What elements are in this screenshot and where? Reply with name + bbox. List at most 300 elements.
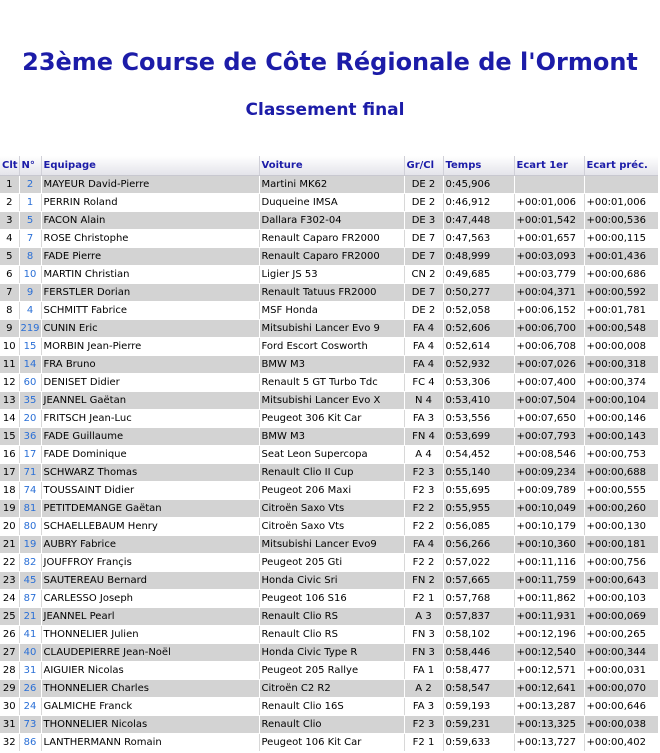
cell-ecart-premier: +00:09,234 [514,464,584,482]
cell-equipage: ROSE Christophe [41,230,259,248]
cell-number[interactable]: 73 [19,716,41,734]
cell-ecart-premier: +00:06,700 [514,320,584,338]
cell-ecart-premier: +00:11,862 [514,590,584,608]
header-row [0,156,658,176]
cell-group-class: DE 2 [404,176,443,194]
cell-clt: 12 [0,374,19,392]
cell-group-class: F2 2 [404,554,443,572]
table-row [0,464,658,482]
cell-voiture: Honda Civic Type R [259,644,404,662]
table-row [0,644,658,662]
cell-ecart-precedent: +00:01,436 [584,248,658,266]
cell-ecart-premier: +00:07,026 [514,356,584,374]
cell-ecart-premier: +00:12,571 [514,662,584,680]
cell-clt: 15 [0,428,19,446]
cell-ecart-premier: +00:06,708 [514,338,584,356]
cell-ecart-premier: +00:10,179 [514,518,584,536]
cell-ecart-premier: +00:07,650 [514,410,584,428]
cell-clt: 27 [0,644,19,662]
cell-number[interactable]: 80 [19,518,41,536]
cell-ecart-precedent: +00:00,753 [584,446,658,464]
cell-group-class: FN 3 [404,626,443,644]
cell-ecart-precedent: +00:00,181 [584,536,658,554]
cell-number[interactable]: 60 [19,374,41,392]
cell-group-class: FA 4 [404,320,443,338]
cell-group-class: F2 3 [404,482,443,500]
cell-ecart-precedent: +00:00,555 [584,482,658,500]
cell-voiture: BMW M3 [259,428,404,446]
cell-ecart-precedent: +00:00,402 [584,734,658,752]
cell-voiture: Martini MK62 [259,176,404,194]
cell-temps: 0:52,606 [443,320,514,338]
cell-ecart-premier: +00:01,006 [514,194,584,212]
cell-group-class: FN 3 [404,644,443,662]
cell-ecart-premier: +00:11,759 [514,572,584,590]
cell-equipage: MARTIN Christian [41,266,259,284]
cell-ecart-premier: +00:12,196 [514,626,584,644]
cell-ecart-premier: +00:07,504 [514,392,584,410]
cell-number[interactable]: 15 [19,338,41,356]
cell-group-class: FC 4 [404,374,443,392]
cell-ecart-precedent: +00:00,643 [584,572,658,590]
cell-ecart-precedent: +00:00,756 [584,554,658,572]
cell-clt: 16 [0,446,19,464]
cell-voiture: Mitsubishi Lancer Evo 9 [259,320,404,338]
cell-voiture: Peugeot 106 Kit Car [259,734,404,752]
header-clt[interactable]: Clt [0,156,19,176]
cell-number[interactable]: 17 [19,446,41,464]
cell-group-class: CN 2 [404,266,443,284]
cell-equipage: AIGUIER Nicolas [41,662,259,680]
cell-ecart-premier: +00:09,789 [514,482,584,500]
cell-temps: 0:56,266 [443,536,514,554]
cell-equipage: SCHAELLEBAUM Henry [41,518,259,536]
cell-temps: 0:49,685 [443,266,514,284]
cell-group-class: FA 3 [404,410,443,428]
cell-ecart-precedent [584,176,658,194]
cell-group-class: DE 2 [404,194,443,212]
cell-group-class: FA 3 [404,698,443,716]
cell-temps: 0:55,955 [443,500,514,518]
cell-temps: 0:58,477 [443,662,514,680]
cell-number[interactable]: 20 [19,410,41,428]
cell-number[interactable]: 40 [19,644,41,662]
cell-clt: 31 [0,716,19,734]
cell-ecart-premier: +00:13,287 [514,698,584,716]
cell-group-class: F2 1 [404,590,443,608]
header-equipage[interactable]: Equipage [41,156,259,176]
cell-group-class: F2 2 [404,518,443,536]
cell-ecart-precedent: +00:00,103 [584,590,658,608]
cell-temps: 0:53,556 [443,410,514,428]
table-row [0,230,658,248]
cell-ecart-precedent: +00:00,143 [584,428,658,446]
cell-voiture: Duqueine IMSA [259,194,404,212]
cell-number[interactable]: 1 [19,194,41,212]
table-row [0,680,658,698]
cell-ecart-precedent: +00:00,318 [584,356,658,374]
cell-ecart-premier: +00:13,325 [514,716,584,734]
table-row [0,590,658,608]
cell-clt: 18 [0,482,19,500]
cell-number[interactable]: 45 [19,572,41,590]
cell-clt: 26 [0,626,19,644]
cell-equipage: GALMICHE Franck [41,698,259,716]
cell-equipage: SCHMITT Fabrice [41,302,259,320]
cell-ecart-premier: +00:12,641 [514,680,584,698]
cell-ecart-precedent: +00:00,038 [584,716,658,734]
cell-equipage: MAYEUR David-Pierre [41,176,259,194]
header-voiture[interactable]: Voiture [259,156,404,176]
cell-ecart-premier: +00:04,371 [514,284,584,302]
cell-voiture: Peugeot 306 Kit Car [259,410,404,428]
cell-voiture: Citroën Saxo Vts [259,500,404,518]
cell-group-class: A 3 [404,608,443,626]
cell-number[interactable]: 41 [19,626,41,644]
table-row [0,248,658,266]
cell-group-class: DE 2 [404,302,443,320]
cell-group-class: FA 4 [404,536,443,554]
header-group-class[interactable]: Gr/Cl [404,156,443,176]
cell-number[interactable]: 31 [19,662,41,680]
cell-voiture: Mitsubishi Lancer Evo9 [259,536,404,554]
cell-ecart-precedent: +00:00,104 [584,392,658,410]
cell-group-class: DE 7 [404,248,443,266]
header-number[interactable]: N° [19,156,41,176]
cell-ecart-premier: +00:10,360 [514,536,584,554]
cell-temps: 0:56,085 [443,518,514,536]
page-title: 23ème Course de Côte Régionale de l'Ormont [22,48,638,76]
header-ecart-premier[interactable]: Ecart 1er [514,156,584,176]
cell-number[interactable]: 14 [19,356,41,374]
cell-ecart-precedent: +00:00,115 [584,230,658,248]
cell-clt: 21 [0,536,19,554]
cell-number[interactable]: 9 [19,284,41,302]
cell-clt: 3 [0,212,19,230]
table-row [0,194,658,212]
table-row [0,392,658,410]
cell-voiture: BMW M3 [259,356,404,374]
cell-number[interactable]: 87 [19,590,41,608]
cell-number[interactable]: 74 [19,482,41,500]
cell-voiture: Citroën C2 R2 [259,680,404,698]
cell-clt: 10 [0,338,19,356]
cell-ecart-premier: +00:07,793 [514,428,584,446]
cell-equipage: FADE Dominique [41,446,259,464]
header-ecart-precedent[interactable]: Ecart préc. [584,156,658,176]
cell-ecart-precedent: +00:00,069 [584,608,658,626]
cell-group-class: FA 4 [404,338,443,356]
cell-clt: 23 [0,572,19,590]
cell-voiture: Mitsubishi Lancer Evo X [259,392,404,410]
table-row [0,698,658,716]
cell-ecart-precedent: +00:00,344 [584,644,658,662]
table-row [0,554,658,572]
cell-ecart-premier: +00:03,779 [514,266,584,284]
table-row [0,266,658,284]
cell-temps: 0:50,277 [443,284,514,302]
cell-group-class: DE 3 [404,212,443,230]
table-row [0,446,658,464]
cell-temps: 0:46,912 [443,194,514,212]
cell-group-class: FN 4 [404,428,443,446]
table-row [0,410,658,428]
cell-equipage: FADE Guillaume [41,428,259,446]
cell-equipage: DENISET Didier [41,374,259,392]
cell-temps: 0:54,452 [443,446,514,464]
table-row [0,356,658,374]
cell-voiture: Renault Clio RS [259,608,404,626]
cell-clt: 22 [0,554,19,572]
cell-clt: 11 [0,356,19,374]
cell-ecart-premier: +00:10,049 [514,500,584,518]
cell-equipage: TOUSSAINT Didier [41,482,259,500]
cell-temps: 0:53,306 [443,374,514,392]
cell-ecart-precedent: +00:00,646 [584,698,658,716]
cell-ecart-precedent: +00:00,688 [584,464,658,482]
cell-ecart-premier: +00:11,931 [514,608,584,626]
cell-number[interactable]: 19 [19,536,41,554]
cell-equipage: JEANNEL Gaëtan [41,392,259,410]
cell-equipage: FRITSCH Jean-Luc [41,410,259,428]
cell-number[interactable]: 2 [19,176,41,194]
cell-number[interactable]: 35 [19,392,41,410]
cell-group-class: A 4 [404,446,443,464]
cell-group-class: FN 2 [404,572,443,590]
table-row [0,482,658,500]
cell-voiture: Peugeot 205 Gti [259,554,404,572]
cell-number[interactable]: 5 [19,212,41,230]
cell-ecart-precedent: +00:00,260 [584,500,658,518]
cell-voiture: Citroën Saxo Vts [259,518,404,536]
results-table [0,156,658,752]
cell-equipage: SAUTEREAU Bernard [41,572,259,590]
cell-voiture: Renault Caparo FR2000 [259,230,404,248]
cell-number[interactable]: 36 [19,428,41,446]
cell-equipage: JEANNEL Pearl [41,608,259,626]
cell-clt: 24 [0,590,19,608]
cell-voiture: MSF Honda [259,302,404,320]
cell-temps: 0:45,906 [443,176,514,194]
cell-clt: 30 [0,698,19,716]
cell-temps: 0:47,563 [443,230,514,248]
cell-clt: 19 [0,500,19,518]
cell-voiture: Renault Clio 16S [259,698,404,716]
cell-ecart-premier: +00:08,546 [514,446,584,464]
cell-number[interactable]: 21 [19,608,41,626]
table-row [0,176,658,194]
cell-clt: 29 [0,680,19,698]
table-row [0,536,658,554]
cell-equipage: CLAUDEPIERRE Jean-Noël [41,644,259,662]
header-temps[interactable]: Temps [443,156,514,176]
table-row [0,338,658,356]
cell-temps: 0:58,102 [443,626,514,644]
cell-clt: 17 [0,464,19,482]
cell-group-class: DE 7 [404,230,443,248]
cell-ecart-precedent: +00:00,008 [584,338,658,356]
cell-ecart-precedent: +00:00,130 [584,518,658,536]
cell-equipage: JOUFFROY Françis [41,554,259,572]
cell-number[interactable]: 81 [19,500,41,518]
cell-group-class: F2 1 [404,734,443,752]
cell-number[interactable]: 86 [19,734,41,752]
cell-ecart-precedent: +00:00,031 [584,662,658,680]
cell-number[interactable]: 24 [19,698,41,716]
cell-group-class: F2 2 [404,500,443,518]
cell-temps: 0:57,665 [443,572,514,590]
cell-clt: 6 [0,266,19,284]
cell-temps: 0:57,768 [443,590,514,608]
cell-group-class: FA 4 [404,356,443,374]
cell-number[interactable]: 10 [19,266,41,284]
cell-equipage: AUBRY Fabrice [41,536,259,554]
cell-voiture: Honda Civic Sri [259,572,404,590]
table-row [0,572,658,590]
cell-clt: 20 [0,518,19,536]
cell-temps: 0:59,633 [443,734,514,752]
cell-group-class: DE 7 [404,284,443,302]
cell-clt: 2 [0,194,19,212]
cell-temps: 0:53,699 [443,428,514,446]
cell-clt: 7 [0,284,19,302]
cell-clt: 8 [0,302,19,320]
table-row [0,734,658,752]
cell-temps: 0:48,999 [443,248,514,266]
cell-ecart-premier: +00:03,093 [514,248,584,266]
cell-voiture: Renault Clio RS [259,626,404,644]
cell-group-class: F2 3 [404,464,443,482]
cell-temps: 0:58,446 [443,644,514,662]
table-row [0,284,658,302]
cell-equipage: LANTHERMANN Romain [41,734,259,752]
cell-temps: 0:55,695 [443,482,514,500]
cell-clt: 9 [0,320,19,338]
cell-clt: 4 [0,230,19,248]
cell-voiture: Renault 5 GT Turbo Tdc [259,374,404,392]
cell-temps: 0:55,140 [443,464,514,482]
page-subtitle: Classement final [245,100,405,120]
cell-voiture: Renault Clio [259,716,404,734]
table-row [0,374,658,392]
cell-clt: 25 [0,608,19,626]
cell-ecart-premier: +00:01,542 [514,212,584,230]
cell-voiture: Seat Leon Supercopa [259,446,404,464]
cell-voiture: Peugeot 106 S16 [259,590,404,608]
cell-group-class: A 2 [404,680,443,698]
cell-equipage: PETITDEMANGE Gaëtan [41,500,259,518]
cell-ecart-precedent: +00:00,548 [584,320,658,338]
cell-number[interactable]: 71 [19,464,41,482]
cell-temps: 0:59,231 [443,716,514,734]
cell-clt: 28 [0,662,19,680]
cell-ecart-precedent: +00:00,686 [584,266,658,284]
cell-ecart-premier: +00:12,540 [514,644,584,662]
cell-voiture: Ford Escort Cosworth [259,338,404,356]
table-row [0,302,658,320]
cell-equipage: THONNELIER Nicolas [41,716,259,734]
cell-ecart-premier [514,176,584,194]
cell-number[interactable]: 4 [19,302,41,320]
cell-temps: 0:53,410 [443,392,514,410]
table-row [0,662,658,680]
cell-voiture: Renault Clio II Cup [259,464,404,482]
cell-temps: 0:58,547 [443,680,514,698]
cell-clt: 32 [0,734,19,752]
cell-equipage: FACON Alain [41,212,259,230]
cell-ecart-precedent: +00:00,070 [584,680,658,698]
cell-number[interactable]: 219 [19,320,41,338]
cell-equipage: FERSTLER Dorian [41,284,259,302]
cell-temps: 0:47,448 [443,212,514,230]
cell-temps: 0:52,614 [443,338,514,356]
table-row [0,428,658,446]
cell-group-class: N 4 [404,392,443,410]
cell-voiture: Peugeot 205 Rallye [259,662,404,680]
cell-ecart-precedent: +00:01,781 [584,302,658,320]
cell-ecart-premier: +00:07,400 [514,374,584,392]
cell-clt: 5 [0,248,19,266]
cell-temps: 0:57,022 [443,554,514,572]
cell-equipage: SCHWARZ Thomas [41,464,259,482]
cell-voiture: Ligier JS 53 [259,266,404,284]
cell-clt: 14 [0,410,19,428]
cell-temps: 0:52,932 [443,356,514,374]
cell-temps: 0:59,193 [443,698,514,716]
table-row [0,212,658,230]
cell-temps: 0:57,837 [443,608,514,626]
table-row [0,518,658,536]
cell-ecart-premier: +00:13,727 [514,734,584,752]
cell-voiture: Peugeot 206 Maxi [259,482,404,500]
cell-number[interactable]: 26 [19,680,41,698]
cell-equipage: MORBIN Jean-Pierre [41,338,259,356]
cell-voiture: Renault Caparo FR2000 [259,248,404,266]
cell-voiture: Dallara F302-04 [259,212,404,230]
table-row [0,320,658,338]
cell-equipage: CUNIN Eric [41,320,259,338]
table-row [0,608,658,626]
cell-clt: 1 [0,176,19,194]
cell-equipage: PERRIN Roland [41,194,259,212]
cell-ecart-precedent: +00:00,592 [584,284,658,302]
cell-equipage: THONNELIER Julien [41,626,259,644]
cell-voiture: Renault Tatuus FR2000 [259,284,404,302]
cell-ecart-precedent: +00:00,536 [584,212,658,230]
cell-ecart-premier: +00:01,657 [514,230,584,248]
cell-temps: 0:52,058 [443,302,514,320]
table-row [0,626,658,644]
cell-ecart-precedent: +00:00,265 [584,626,658,644]
cell-clt: 13 [0,392,19,410]
cell-group-class: FA 1 [404,662,443,680]
cell-ecart-precedent: +00:00,374 [584,374,658,392]
cell-ecart-premier: +00:11,116 [514,554,584,572]
cell-equipage: FADE Pierre [41,248,259,266]
table-row [0,500,658,518]
cell-ecart-precedent: +00:01,006 [584,194,658,212]
cell-number[interactable]: 82 [19,554,41,572]
table-row [0,716,658,734]
cell-number[interactable]: 8 [19,248,41,266]
cell-equipage: FRA Bruno [41,356,259,374]
cell-group-class: F2 3 [404,716,443,734]
cell-equipage: THONNELIER Charles [41,680,259,698]
cell-ecart-precedent: +00:00,146 [584,410,658,428]
cell-number[interactable]: 7 [19,230,41,248]
cell-ecart-premier: +00:06,152 [514,302,584,320]
cell-equipage: CARLESSO Joseph [41,590,259,608]
